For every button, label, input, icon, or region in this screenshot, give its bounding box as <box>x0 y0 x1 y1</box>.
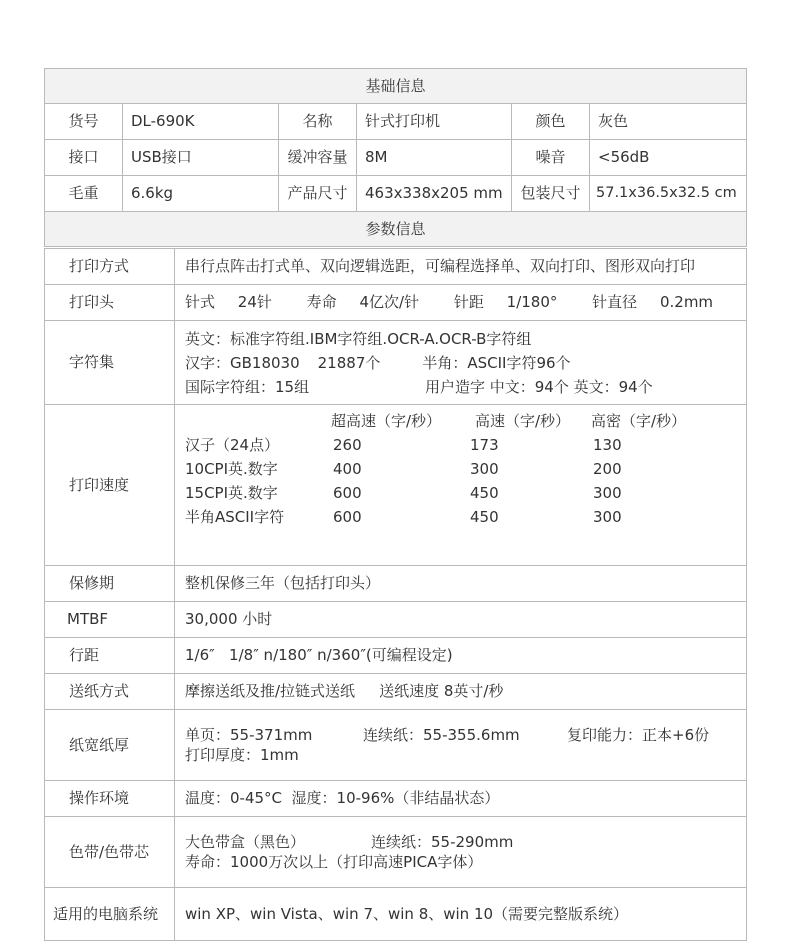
speed-header <box>185 409 746 433</box>
spec-label: 产品尺寸 <box>279 176 357 212</box>
spec-label: 缓冲容量 <box>279 140 357 176</box>
charset-line-english: 英文：标准字符组.IBM字符组.OCR-A.OCR-B字符组 <box>185 329 532 348</box>
head-life: 4亿次/针 <box>359 293 420 311</box>
head-life-label: 寿命 <box>306 293 337 311</box>
spec-label: 接口 <box>45 140 123 176</box>
speed-value <box>175 405 747 566</box>
param-label: 打印方式 <box>45 249 175 285</box>
table-row <box>45 249 747 285</box>
param-label: 打印头 <box>45 285 175 321</box>
spec-value: DL-690K <box>123 104 279 140</box>
spec-value: USB接口 <box>123 140 279 176</box>
table-row <box>45 285 747 321</box>
table-row <box>45 638 747 674</box>
table-row <box>45 405 747 566</box>
mtbf-value: 30,000 小时 <box>175 602 747 638</box>
spec-value: 57.1x36.5x32.5 cm <box>590 176 747 212</box>
speed-row: 10CPI英.数字 400 300 200 <box>185 460 622 478</box>
param-label: 纸宽纸厚 <box>45 710 175 781</box>
paper-value: 单页：55-371mm 连续纸：55-355.6mm 复印能力：正本+6份 打印厚度：1mm <box>175 710 747 781</box>
charset-line-intl: 国际字符组：15组 用户造字 中文：94个 英文：94个 <box>185 377 653 396</box>
param-label: 打印速度 <box>45 405 175 566</box>
environment-value: 温度：0-45°C 湿度：10-96%（非结晶状态） <box>175 781 747 817</box>
spec-label: 名称 <box>279 104 357 140</box>
speed-col-dense: 高密（字/秒） <box>591 412 687 430</box>
param-label: 行距 <box>45 638 175 674</box>
warranty-value: 整机保修三年（包括打印头） <box>175 566 747 602</box>
spec-label: 包装尺寸 <box>512 176 590 212</box>
table-row <box>45 781 747 817</box>
print-method-value: 串行点阵击打式单、双向逻辑选距，可编程选择单、双向打印、图形双向打印 <box>175 249 747 285</box>
params-table <box>44 248 747 941</box>
spec-label: 货号 <box>45 104 123 140</box>
params-header: 参数信息 <box>45 212 747 247</box>
spec-value: <56dB <box>590 140 747 176</box>
table-row <box>45 602 747 638</box>
head-pitch-label: 针距 <box>453 293 484 311</box>
table-row <box>45 140 747 176</box>
param-label: 色带/色带芯 <box>45 817 175 888</box>
head-type: 针式 <box>185 293 216 311</box>
table-row <box>45 104 747 140</box>
param-label: 保修期 <box>45 566 175 602</box>
basic-info-table <box>44 68 747 247</box>
spec-value: 463x338x205 mm <box>357 176 512 212</box>
spec-value: 6.6kg <box>123 176 279 212</box>
table-row <box>45 674 747 710</box>
table-row <box>45 888 747 941</box>
param-label: 适用的电脑系统 <box>45 888 175 941</box>
charset-value <box>175 321 747 405</box>
table-row <box>45 817 747 888</box>
head-pitch: 1/180° <box>506 293 558 311</box>
ribbon-value: 大色带盒（黑色） 连续纸：55-290mm 寿命：1000万次以上（打印高速PICA字体） <box>175 817 747 888</box>
print-head-value <box>175 285 747 321</box>
spec-value: 针式打印机 <box>357 104 512 140</box>
speed-col-high: 高速（字/秒） <box>475 412 571 430</box>
spec-value: 灰色 <box>590 104 747 140</box>
speed-col-ultra: 超高速（字/秒） <box>331 412 442 430</box>
param-label: 操作环境 <box>45 781 175 817</box>
param-label: 送纸方式 <box>45 674 175 710</box>
spec-label: 噪音 <box>512 140 590 176</box>
spec-label: 颜色 <box>512 104 590 140</box>
table-row <box>45 321 747 405</box>
os-value: win XP、win Vista、win 7、win 8、win 10（需要完整版系统） <box>175 888 747 941</box>
feed-value: 摩擦送纸及推/拉链式送纸 送纸速度 8英寸/秒 <box>175 674 747 710</box>
param-label: 字符集 <box>45 321 175 405</box>
speed-row: 15CPI英.数字 600 450 300 <box>185 484 622 502</box>
basic-info-header: 基础信息 <box>45 69 747 104</box>
param-label: MTBF <box>45 602 175 638</box>
table-row <box>45 710 747 781</box>
speed-row: 汉子（24点） 260 173 130 <box>185 436 622 454</box>
charset-line-chinese: 汉字：GB18030 21887个 半角：ASCII字符96个 <box>185 353 571 372</box>
line-spacing-value: 1/6″ 1/8″ n/180″ n/360″(可编程设定) <box>175 638 747 674</box>
speed-row: 半角ASCII字符 600 450 300 <box>185 508 622 526</box>
spec-value: 8M <box>357 140 512 176</box>
table-row <box>45 176 747 212</box>
spec-label: 毛重 <box>45 176 123 212</box>
head-diameter-label: 针直径 <box>592 293 638 311</box>
head-pins: 24针 <box>237 293 272 311</box>
table-row <box>45 566 747 602</box>
head-diameter: 0.2mm <box>659 293 714 311</box>
